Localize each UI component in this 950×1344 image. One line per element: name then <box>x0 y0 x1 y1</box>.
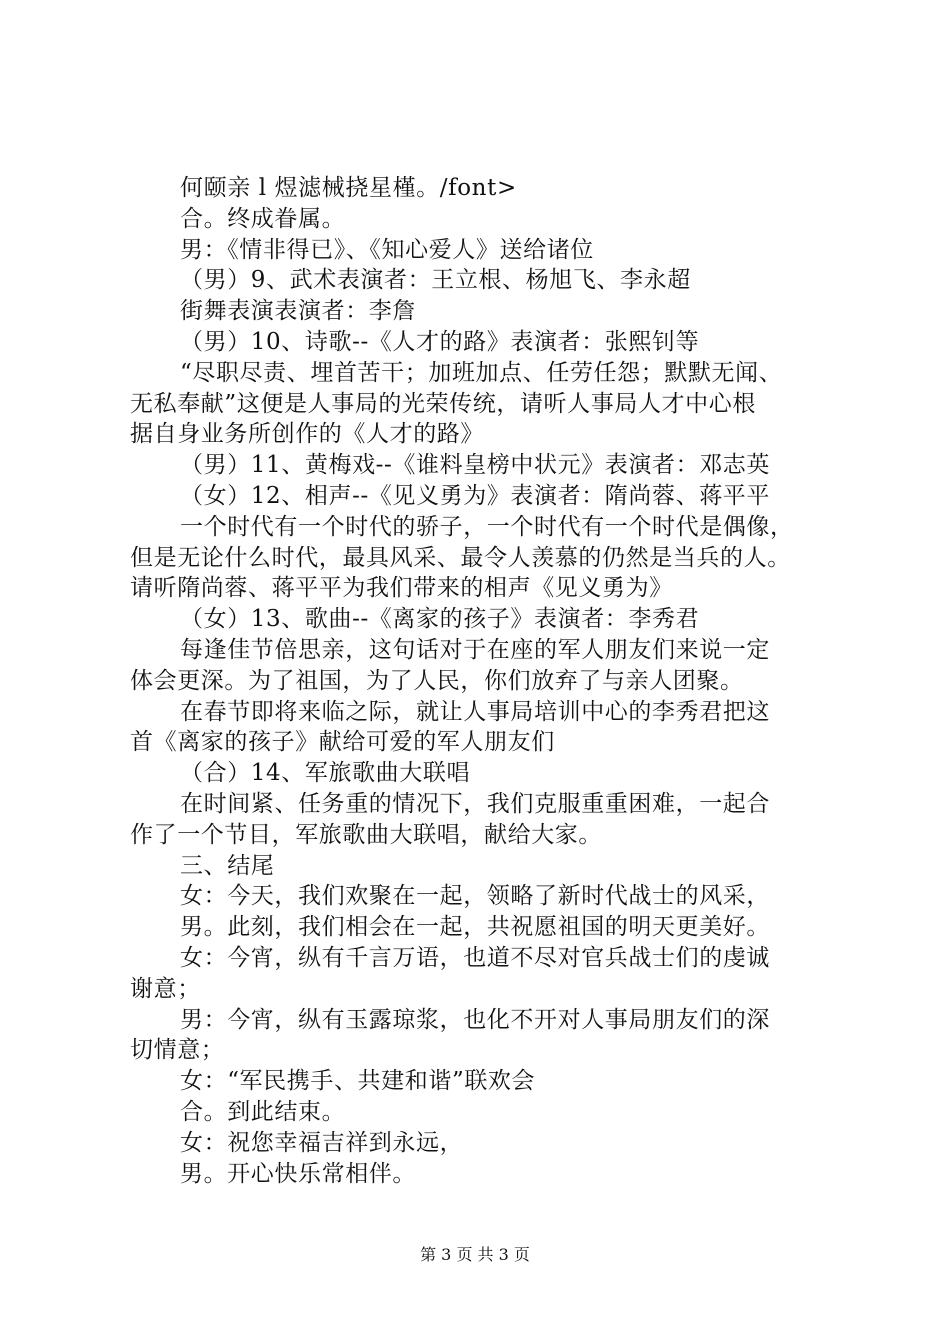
text-line: 男。此刻，我们相会在一起，共祝愿祖国的明天更美好。 <box>180 914 770 941</box>
text-line: 但是无论什么时代，最具风采、最令人羡慕的仍然是当兵的人。 <box>130 544 791 571</box>
text-line: 在时间紧、任务重的情况下，我们克服重重困难，一起合 <box>180 790 770 817</box>
text-line: 首《离家的孩子》献给可爱的军人朋友们 <box>130 729 555 756</box>
text-line: 据自身业务所创作的《人才的路》 <box>130 421 484 448</box>
text-line: 在春节即将来临之际，就让人事局培训中心的李秀君把这 <box>180 698 770 725</box>
text-line: 何颐亲 l 煜滤械挠星槿。/font> <box>180 175 517 201</box>
text-line: 女：“军民携手、共建和谐”联欢会 <box>180 1068 536 1095</box>
text-line: 一个时代有一个时代的骄子，一个时代有一个时代是偶像， <box>180 513 794 540</box>
text-line: 切情意； <box>130 1037 225 1064</box>
text-line: “尽职尽责、埋首苦干；加班加点、任劳任怨；默默无闻、 <box>180 359 783 386</box>
text-line: （合）14、军旅歌曲大联唱 <box>180 760 471 787</box>
page-number-footer: 第 3 页 共 3 页 <box>420 1245 530 1264</box>
document-body <box>130 173 835 1189</box>
text-line: 体会更深。为了祖国，为了人民，你们放弃了与亲人团聚。 <box>130 667 744 694</box>
text-line: 合。到此结束。 <box>180 1098 346 1125</box>
text-line: （女）12、相声--《见义勇为》表演者：隋尚蓉、蒋平平 <box>180 482 771 509</box>
text-line: （男）11、黄梅戏--《谁料皇榜中状元》表演者：邓志英 <box>180 452 771 479</box>
text-line: 女：祝您幸福吉祥到永远， <box>180 1129 464 1156</box>
text-line: 无私奉献”这便是人事局的光荣传统，请听人事局人才中心根 <box>130 390 756 417</box>
text-line: （女）13、歌曲--《离家的孩子》表演者：李秀君 <box>180 606 700 633</box>
text-line: （男）10、诗歌--《人才的路》表演者：张熙钊等 <box>180 328 700 355</box>
text-line: （男）9、武术表演者：王立根、杨旭飞、李永超 <box>180 267 691 294</box>
text-line: 谢意； <box>130 975 201 1002</box>
text-line: 每逢佳节倍思亲，这句话对于在座的军人朋友们来说一定 <box>180 636 770 663</box>
text-line: 女：今宵，纵有千言万语，也道不尽对官兵战士们的虔诚 <box>180 944 770 971</box>
text-line: 男。开心快乐常相伴。 <box>180 1160 416 1187</box>
text-line: 三、结尾 <box>180 852 275 879</box>
text-line: 男：《情非得已》、《知心爱人》送给诸位 <box>180 236 594 263</box>
text-line: 合。终成眷属。 <box>180 205 346 232</box>
text-line: 请听隋尚蓉、蒋平平为我们带来的相声《见义勇为》 <box>130 575 673 602</box>
text-line: 女：今天，我们欢聚在一起，领略了新时代战士的风采， <box>180 883 770 910</box>
text-line: 街舞表演表演者：李詹 <box>180 298 416 325</box>
text-line: 男：今宵，纵有玉露琼浆，也化不开对人事局朋友们的深 <box>180 1006 770 1033</box>
text-line: 作了一个节目，军旅歌曲大联唱，献给大家。 <box>130 821 602 848</box>
